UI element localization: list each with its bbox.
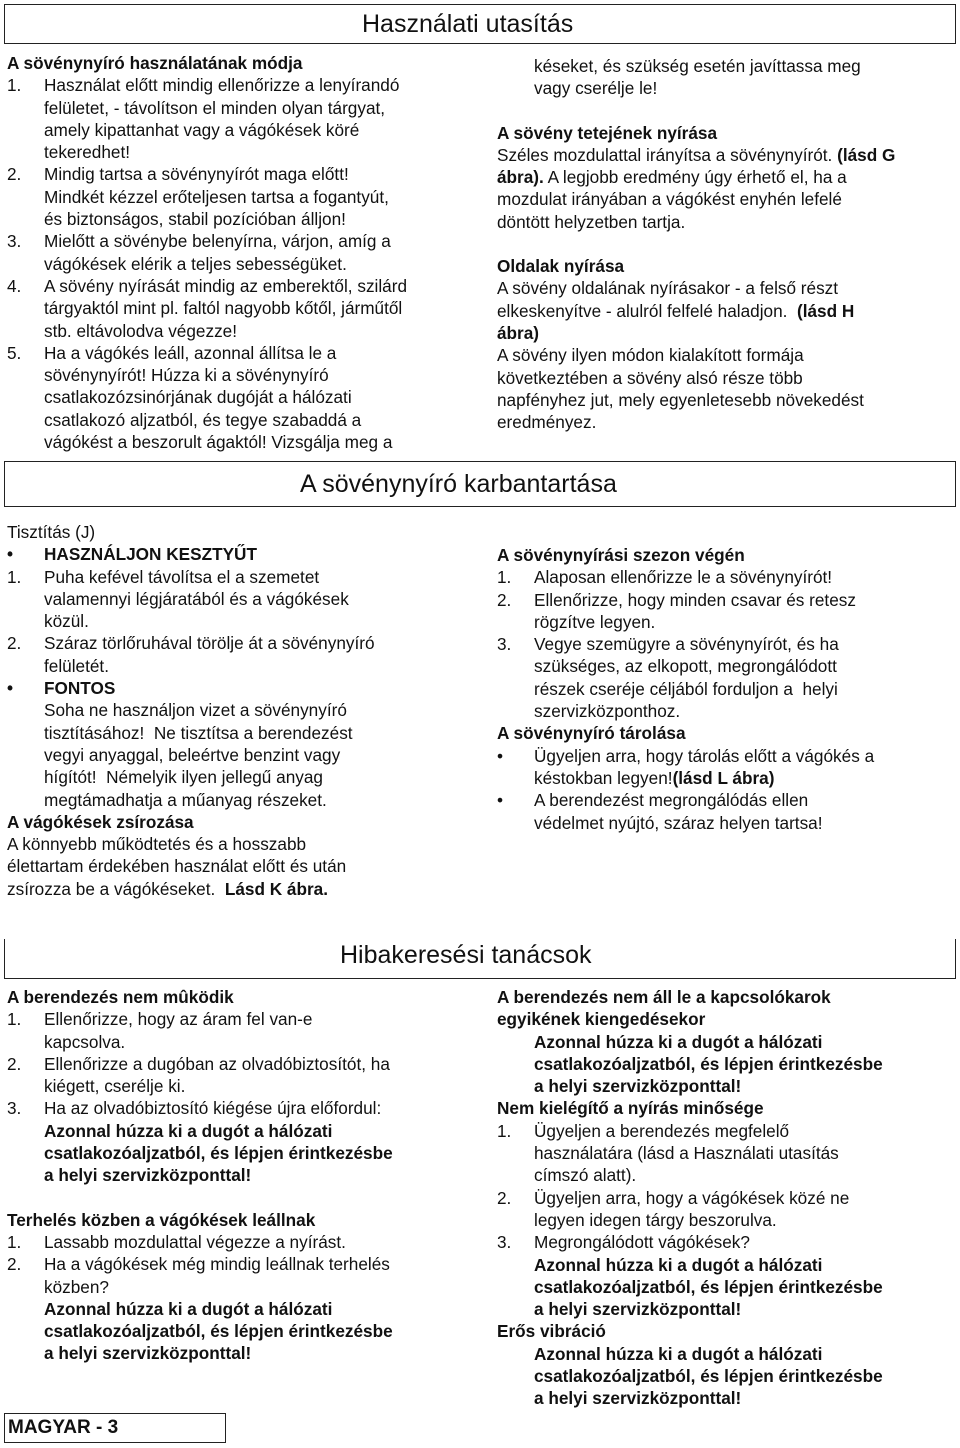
- text-line: [7, 655, 477, 677]
- text: felületet, - távolítson el minden olyan tárgyat,: [44, 97, 386, 118]
- text-line: [497, 986, 957, 1008]
- text-line: [7, 409, 477, 431]
- bold-text: ábra).: [497, 167, 544, 188]
- text-line: [7, 744, 477, 766]
- list-number: 2.: [7, 164, 22, 185]
- text: felületét.: [44, 655, 109, 676]
- list-number: 2.: [7, 1254, 22, 1275]
- text: Mielőtt a sövénybe belenyírna, várjon, amíg a: [44, 231, 391, 252]
- text: Használat előtt mindig ellenőrizze a lenyírandó: [44, 75, 400, 96]
- text-line: [7, 1209, 477, 1231]
- text-line: [7, 1187, 477, 1209]
- text-line: [497, 122, 957, 144]
- list-number: 1.: [7, 1009, 22, 1030]
- bold-text: Lásd K ábra.: [224, 878, 328, 899]
- text: mozdulat irányában a vágókést enyhén lefelé: [497, 189, 842, 210]
- text: Azonnal húzza ki a dugót a hálózati: [534, 1343, 823, 1364]
- text-line: [7, 610, 477, 632]
- text: szervizközponthoz.: [534, 701, 681, 722]
- text: vagy cserélje le!: [534, 78, 658, 99]
- text: Mindkét kézzel erőteljesen tartsa a fogantyút,: [44, 186, 389, 207]
- text-line: [7, 97, 477, 119]
- text-line: [7, 52, 477, 74]
- text: Lassabb mozdulattal végezze a nyírást.: [44, 1231, 346, 1252]
- text-line: [7, 342, 477, 364]
- list-number: 3.: [7, 231, 22, 252]
- page-label: MAGYAR - 3: [4, 1413, 226, 1443]
- text-line: [7, 722, 477, 744]
- text-line: [7, 789, 477, 811]
- text: hígítót! Némelyik ilyen jellegű anyag: [44, 767, 323, 788]
- text: szükséges, az elkopott, megrongálódott: [534, 656, 837, 677]
- text-line: [497, 1031, 957, 1053]
- text: stb. eltávolodva végezze!: [44, 320, 237, 341]
- text: A sövény nyírását mindig az emberektől, szilárd: [44, 275, 408, 296]
- text-line: [7, 275, 477, 297]
- text-line: [497, 633, 957, 655]
- text-line: [7, 208, 477, 230]
- text: A sövénynyíró használatának módja: [7, 53, 303, 73]
- bold-text: (lásd L ábra): [672, 767, 775, 788]
- text: késtokban legyen!: [534, 767, 673, 788]
- bullet: •: [497, 745, 504, 766]
- text: eredményez.: [497, 412, 597, 433]
- text-line: [7, 1097, 477, 1119]
- text-line: [497, 144, 957, 166]
- text-line: [7, 74, 477, 96]
- text-line: [7, 1053, 477, 1075]
- text-line: [7, 1276, 477, 1298]
- text: A könnyebb működtetés és a hosszabb: [7, 834, 307, 855]
- troubleshooting-right-column: [497, 986, 957, 1410]
- text-line: [7, 431, 477, 453]
- bold-text: (lásd H: [797, 300, 855, 321]
- text-line: [7, 566, 477, 588]
- text-line: [497, 77, 957, 99]
- text: használatára (lásd a Használati utasítás: [534, 1143, 839, 1164]
- text-line: [7, 878, 477, 900]
- text: Ha a vágókés leáll, azonnal állítsa le a: [44, 342, 337, 363]
- text-line: [7, 320, 477, 342]
- text: A berendezés nem mûködik: [7, 987, 234, 1007]
- text: késeket, és szükség esetén javíttassa meg: [534, 56, 861, 76]
- text-line: [497, 700, 957, 722]
- text-line: [7, 1075, 477, 1097]
- text-line: [7, 1298, 477, 1320]
- text-line: [7, 1320, 477, 1342]
- maintenance-left-column: [7, 521, 477, 900]
- text-line: [497, 1187, 957, 1209]
- text: Mindig tartsa a sövénynyírót maga előtt!: [44, 164, 349, 185]
- text-line: [497, 1254, 957, 1276]
- text: valamennyi légjáratából és a vágókések: [44, 588, 349, 609]
- text: zsírozza be a vágókéseket.: [7, 878, 225, 899]
- text-line: [497, 655, 957, 677]
- text: sövénynyírót! Húzza ki a sövénynyíró: [44, 365, 329, 386]
- text: Ellenőrizze, hogy minden csavar és retesz: [534, 589, 856, 610]
- text: egyikének kiengedésekor: [497, 1009, 706, 1030]
- text: Soha ne használjon vizet a sövénynyíró: [44, 700, 347, 721]
- text-line: [497, 1097, 957, 1119]
- text: A vágókések zsírozása: [7, 811, 194, 832]
- text: A sövénynyíró tárolása: [497, 723, 686, 744]
- text: napfényhez jut, mely egyenletesebb növekedést: [497, 389, 864, 410]
- text: élettartam érdekében használat előtt és után: [7, 856, 347, 877]
- list-number: 1.: [497, 1120, 512, 1141]
- text-line: [497, 100, 957, 122]
- text-line: [7, 699, 477, 721]
- text: Terhelés közben a vágókések leállnak: [7, 1209, 316, 1230]
- text-line: [7, 521, 477, 543]
- text-line: [497, 1120, 957, 1142]
- text-line: [497, 1008, 957, 1030]
- text: Ügyeljen arra, hogy a vágókések közé ne: [534, 1187, 850, 1208]
- text-line: [497, 166, 957, 188]
- text: címszó alatt).: [534, 1165, 637, 1186]
- text: csatlakozóaljzatból, és lépjen érintkezésbe: [534, 1366, 883, 1387]
- text-line: [497, 188, 957, 210]
- text-line: [497, 722, 957, 744]
- text-line: [7, 677, 477, 699]
- text-line: [7, 632, 477, 654]
- text-line: [7, 1342, 477, 1364]
- text-line: [497, 745, 957, 767]
- text-line: [497, 789, 957, 811]
- text-line: [7, 543, 477, 565]
- list-number: 2.: [497, 589, 512, 610]
- text-line: [497, 1320, 957, 1342]
- text-line: [497, 55, 957, 77]
- text: Ha az olvadóbiztosító kiégése újra előfordul:: [44, 1098, 382, 1119]
- text: Azonnal húzza ki a dugót a hálózati: [44, 1298, 333, 1319]
- text: A sövénynyírási szezon végén: [497, 545, 745, 565]
- text: Száraz törlőruhával törölje át a sövénynyíró: [44, 633, 375, 654]
- text: Oldalak nyírása: [497, 256, 625, 277]
- text-line: [7, 1031, 477, 1053]
- text-line: [497, 1365, 957, 1387]
- text: Tisztítás (J): [7, 522, 96, 542]
- text: kapcsolva.: [44, 1031, 126, 1052]
- text: a helyi szervizközponttal!: [534, 1076, 742, 1097]
- text-line: [497, 1387, 957, 1409]
- text-line: [7, 141, 477, 163]
- text-line: [7, 588, 477, 610]
- text-line: [7, 1164, 477, 1186]
- usage-right-column: [497, 55, 957, 433]
- text: Alaposan ellenőrizze le a sövénynyírót!: [534, 567, 833, 588]
- text-line: [7, 1120, 477, 1142]
- text: elkeskenyítve - alulról felfelé haladjon.: [497, 300, 797, 321]
- text-line: [497, 1075, 957, 1097]
- text: legyen idegen tárgy beszorulva.: [534, 1209, 777, 1230]
- text-line: [497, 611, 957, 633]
- text: döntött helyzetben tartja.: [497, 211, 686, 232]
- text: a helyi szervizközponttal!: [44, 1343, 252, 1364]
- text-line: [7, 186, 477, 208]
- text: Puha kefével távolítsa el a szemetet: [44, 566, 320, 587]
- list-number: 1.: [7, 1231, 22, 1252]
- list-number: 3.: [497, 634, 512, 655]
- text: Ellenőrizze a dugóban az olvadóbiztosítót, ha: [44, 1053, 390, 1074]
- text: csatlakozóaljzatból, és lépjen érintkezésbe: [44, 1143, 393, 1164]
- text: csatlakozó aljzatból, és tegye szabaddá a: [44, 409, 362, 430]
- text: részek cseréje céljából forduljon a helyi: [534, 678, 838, 699]
- text: FONTOS: [44, 678, 116, 699]
- text-line: [497, 544, 957, 566]
- text: HASZNÁLJON KESZTYŰT: [44, 544, 257, 565]
- text: Ellenőrizze, hogy az áram fel van-e: [44, 1009, 313, 1030]
- text: tisztításához! Ne tisztítsa a berendezést: [44, 722, 353, 743]
- text: vágókések elérik a teljes sebességüket.: [44, 253, 347, 274]
- text-line: [497, 367, 957, 389]
- maintenance-right-column: [497, 544, 957, 834]
- text: a helyi szervizközponttal!: [534, 1299, 742, 1320]
- text-line: [7, 163, 477, 185]
- text: Megrongálódott vágókések?: [534, 1232, 750, 1253]
- text-line: [497, 389, 957, 411]
- text-line: [497, 1164, 957, 1186]
- list-number: 1.: [7, 566, 22, 587]
- text-line: [497, 1142, 957, 1164]
- text: csatlakozóaljzatból, és lépjen érintkezésbe: [534, 1053, 883, 1074]
- text-line: [497, 233, 957, 255]
- text: a helyi szervizközponttal!: [534, 1388, 742, 1409]
- text: Ügyeljen arra, hogy tárolás előtt a vágókés a: [534, 745, 875, 766]
- text-line: [497, 1298, 957, 1320]
- text-line: [7, 986, 477, 1008]
- text-line: [497, 211, 957, 233]
- text-line: [7, 253, 477, 275]
- list-number: 3.: [7, 1098, 22, 1119]
- text: Nem kielégítő a nyírás minősége: [497, 1098, 764, 1119]
- usage-title: Használati utasítás: [362, 10, 574, 38]
- text-line: [497, 1276, 957, 1298]
- text: közben?: [44, 1276, 109, 1297]
- text: megtámadhatja a műanyag részeket.: [44, 789, 327, 810]
- text: Azonnal húzza ki a dugót a hálózati: [534, 1031, 823, 1052]
- text: vegyi anyaggal, beleértve benzint vagy: [44, 744, 341, 765]
- list-number: 2.: [497, 1187, 512, 1208]
- text-line: [497, 678, 957, 700]
- text-line: [7, 230, 477, 252]
- text: csatlakozóaljzatból, és lépjen érintkezésbe: [44, 1321, 393, 1342]
- text-line: [497, 255, 957, 277]
- text-line: [7, 364, 477, 386]
- text: tárgyaktól mint pl. faltól nagyobb kőtől, járműtől: [44, 298, 403, 319]
- text: Ha a vágókések még mindig leállnak terhelés: [44, 1254, 390, 1275]
- bold-text: ábra): [497, 322, 540, 343]
- text-line: [7, 1142, 477, 1164]
- text: A berendezést megrongálódás ellen: [534, 790, 809, 811]
- text-line: [497, 344, 957, 366]
- text-line: [7, 297, 477, 319]
- text-line: [7, 1231, 477, 1253]
- list-number: 2.: [7, 1053, 22, 1074]
- text: kiégett, cserélje ki.: [44, 1076, 186, 1097]
- text-line: [497, 1231, 957, 1253]
- text-line: [497, 1343, 957, 1365]
- text: Azonnal húzza ki a dugót a hálózati: [534, 1254, 823, 1275]
- text: Széles mozdulattal irányítsa a sövénynyírót.: [497, 144, 838, 165]
- text-line: [7, 1008, 477, 1030]
- text: Azonnal húzza ki a dugót a hálózati: [44, 1120, 333, 1141]
- list-number: 1.: [497, 567, 512, 588]
- usage-left-column: [7, 52, 477, 453]
- bold-text: (lásd G: [837, 144, 896, 165]
- text-line: [497, 300, 957, 322]
- text-line: [497, 411, 957, 433]
- list-number: 5.: [7, 342, 22, 363]
- text: A sövény ilyen módon kialakított formája: [497, 345, 804, 366]
- troubleshooting-left-column: [7, 986, 477, 1365]
- list-number: 3.: [497, 1232, 512, 1253]
- list-number: 1.: [7, 75, 22, 96]
- bullet: •: [7, 678, 14, 699]
- maintenance-title: A sövénynyíró karbantartása: [300, 470, 617, 498]
- text: amely kipattanhat vagy a vágókések köré: [44, 119, 360, 140]
- text-line: [7, 833, 477, 855]
- text: Vegye szemügyre a sövénynyírót, és ha: [534, 634, 839, 655]
- list-number: 4.: [7, 275, 22, 296]
- text-line: [497, 1209, 957, 1231]
- text: A berendezés nem áll le a kapcsolókarok: [497, 987, 831, 1007]
- text-line: [497, 277, 957, 299]
- text: rögzítve legyen.: [534, 611, 656, 632]
- text: a helyi szervizközponttal!: [44, 1165, 252, 1186]
- text-line: [497, 589, 957, 611]
- text: A sövény tetejének nyírása: [497, 122, 718, 143]
- list-number: 2.: [7, 633, 22, 654]
- text: és biztonságos, stabil pozícióban álljon!: [44, 209, 346, 230]
- text: A legjobb eredmény úgy érhető el, ha a: [543, 167, 847, 188]
- text-line: [7, 855, 477, 877]
- text-line: [497, 767, 957, 789]
- text: következtében a sövény alsó része több: [497, 367, 803, 388]
- text: csatlakozózsinórjának dugóját a hálózati: [44, 387, 352, 408]
- text: védelmet nyújtó, száraz helyen tartsa!: [534, 812, 823, 833]
- text-line: [7, 766, 477, 788]
- text: csatlakozóaljzatból, és lépjen érintkezésbe: [534, 1276, 883, 1297]
- text: tekeredhet!: [44, 142, 130, 163]
- text: A sövény oldalának nyírásakor - a felső részt: [497, 278, 839, 299]
- text: Erős vibráció: [497, 1321, 606, 1342]
- text-line: [7, 1253, 477, 1275]
- text-line: [497, 812, 957, 834]
- text: Ügyeljen a berendezés megfelelő: [534, 1120, 790, 1141]
- text: vágókést a beszorult ágaktól! Vizsgálja meg a: [44, 432, 393, 453]
- text-line: [7, 811, 477, 833]
- text-line: [497, 566, 957, 588]
- text-line: [497, 322, 957, 344]
- bullet: •: [497, 790, 504, 811]
- text-line: [7, 119, 477, 141]
- troubleshooting-title: Hibakeresési tanácsok: [340, 941, 592, 969]
- text-line: [7, 386, 477, 408]
- text: közül.: [44, 611, 89, 632]
- bullet: •: [7, 544, 14, 565]
- text-line: [497, 1053, 957, 1075]
